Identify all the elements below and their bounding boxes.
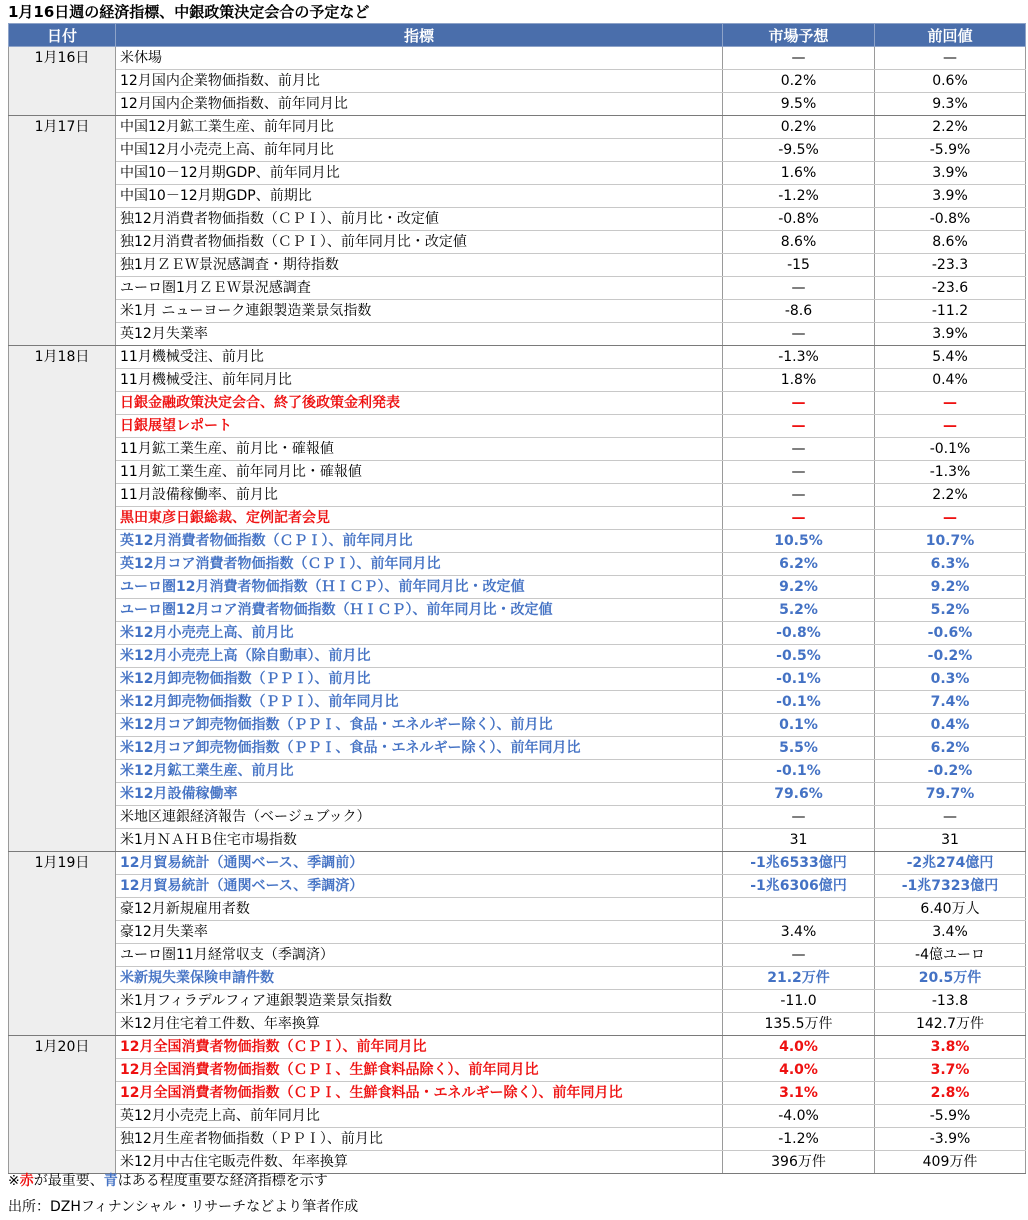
- table-row: [9, 300, 1026, 323]
- table-row: [9, 1013, 1026, 1036]
- previous-cell: -23.6: [875, 277, 1026, 300]
- previous-cell: 9.3%: [875, 93, 1026, 116]
- indicator-cell: 米1月フィラデルフィア連銀製造業景気指数: [116, 990, 723, 1013]
- indicator-cell: 日銀展望レポート: [116, 415, 723, 438]
- forecast-cell: —: [723, 806, 875, 829]
- indicator-cell: 豪12月失業率: [116, 921, 723, 944]
- indicator-cell: 米1月 ニューヨーク連銀製造業景気指数: [116, 300, 723, 323]
- previous-cell: -0.6%: [875, 622, 1026, 645]
- indicator-cell: 米12月設備稼働率: [116, 783, 723, 806]
- indicator-cell: 12月貿易統計（通関ベース、季調済）: [116, 875, 723, 898]
- previous-cell: -0.8%: [875, 208, 1026, 231]
- table-row: [9, 691, 1026, 714]
- forecast-cell: 9.2%: [723, 576, 875, 599]
- forecast-cell: -1兆6306億円: [723, 875, 875, 898]
- forecast-cell: —: [723, 461, 875, 484]
- previous-cell: 5.4%: [875, 346, 1026, 369]
- previous-cell: 7.4%: [875, 691, 1026, 714]
- forecast-cell: 3.1%: [723, 1082, 875, 1105]
- table-row: [9, 852, 1026, 875]
- previous-cell: 2.2%: [875, 116, 1026, 139]
- note-red-word: 赤: [19, 1173, 34, 1189]
- forecast-cell: 3.4%: [723, 921, 875, 944]
- indicator-cell: 独1月ＺＥＷ景況感調査・期待指数: [116, 254, 723, 277]
- header-date: 日付: [9, 24, 116, 47]
- previous-cell: 3.9%: [875, 185, 1026, 208]
- table-row: [9, 116, 1026, 139]
- table-row: [9, 1059, 1026, 1082]
- previous-cell: 0.3%: [875, 668, 1026, 691]
- table-row: [9, 967, 1026, 990]
- date-cell: 1月19日: [9, 852, 116, 1036]
- table-row: [9, 783, 1026, 806]
- table-row: [9, 70, 1026, 93]
- table-row: [9, 1128, 1026, 1151]
- indicator-cell: 米12月卸売物価指数（ＰＰＩ）、前年同月比: [116, 691, 723, 714]
- table-row: [9, 47, 1026, 70]
- previous-cell: -4億ユーロ: [875, 944, 1026, 967]
- table-row: [9, 898, 1026, 921]
- forecast-cell: —: [723, 484, 875, 507]
- table-row: [9, 530, 1026, 553]
- forecast-cell: -15: [723, 254, 875, 277]
- indicator-cell: 中国12月小売売上高、前年同月比: [116, 139, 723, 162]
- forecast-cell: -1.2%: [723, 1128, 875, 1151]
- previous-cell: -5.9%: [875, 139, 1026, 162]
- table-row: [9, 622, 1026, 645]
- indicator-cell: 米12月小売売上高（除自動車）、前月比: [116, 645, 723, 668]
- previous-cell: 142.7万件: [875, 1013, 1026, 1036]
- previous-cell: -11.2: [875, 300, 1026, 323]
- table-row: [9, 185, 1026, 208]
- previous-cell: 3.9%: [875, 323, 1026, 346]
- previous-cell: 10.7%: [875, 530, 1026, 553]
- forecast-cell: -1兆6533億円: [723, 852, 875, 875]
- previous-cell: —: [875, 507, 1026, 530]
- table-row: [9, 599, 1026, 622]
- previous-cell: 3.9%: [875, 162, 1026, 185]
- previous-cell: -1兆7323億円: [875, 875, 1026, 898]
- forecast-cell: 6.2%: [723, 553, 875, 576]
- forecast-cell: —: [723, 415, 875, 438]
- forecast-cell: 21.2万件: [723, 967, 875, 990]
- forecast-cell: —: [723, 277, 875, 300]
- indicator-cell: ユーロ圏12月消費者物価指数（ＨＩＣＰ）、前年同月比・改定値: [116, 576, 723, 599]
- indicator-cell: 中国12月鉱工業生産、前年同月比: [116, 116, 723, 139]
- indicator-cell: 英12月コア消費者物価指数（ＣＰＩ）、前年同月比: [116, 553, 723, 576]
- forecast-cell: 5.2%: [723, 599, 875, 622]
- forecast-cell: —: [723, 392, 875, 415]
- indicator-cell: 米12月コア卸売物価指数（ＰＰＩ、食品・エネルギー除く）、前年同月比: [116, 737, 723, 760]
- header-indicator: 指標: [116, 24, 723, 47]
- previous-cell: -0.2%: [875, 645, 1026, 668]
- table-row: [9, 323, 1026, 346]
- forecast-cell: 0.2%: [723, 116, 875, 139]
- table-row: [9, 208, 1026, 231]
- indicator-cell: 米休場: [116, 47, 723, 70]
- forecast-cell: 8.6%: [723, 231, 875, 254]
- forecast-cell: -9.5%: [723, 139, 875, 162]
- forecast-cell: -0.1%: [723, 691, 875, 714]
- previous-cell: 6.40万人: [875, 898, 1026, 921]
- forecast-cell: -1.2%: [723, 185, 875, 208]
- forecast-cell: 79.6%: [723, 783, 875, 806]
- previous-cell: 0.6%: [875, 70, 1026, 93]
- previous-cell: 3.4%: [875, 921, 1026, 944]
- previous-cell: 2.8%: [875, 1082, 1026, 1105]
- note-prefix: ※: [8, 1173, 20, 1189]
- forecast-cell: -8.6: [723, 300, 875, 323]
- indicator-cell: 英12月小売売上高、前年同月比: [116, 1105, 723, 1128]
- table-row: [9, 1082, 1026, 1105]
- table-row: [9, 714, 1026, 737]
- indicator-cell: 日銀金融政策決定会合、終了後政策金利発表: [116, 392, 723, 415]
- indicator-cell: 独12月消費者物価指数（ＣＰＩ）、前年同月比・改定値: [116, 231, 723, 254]
- forecast-cell: 31: [723, 829, 875, 852]
- legend-note: [8, 1172, 328, 1190]
- previous-cell: 6.3%: [875, 553, 1026, 576]
- previous-cell: 0.4%: [875, 714, 1026, 737]
- table-row: [9, 392, 1026, 415]
- previous-cell: 6.2%: [875, 737, 1026, 760]
- indicator-cell: 豪12月新規雇用者数: [116, 898, 723, 921]
- forecast-cell: 4.0%: [723, 1059, 875, 1082]
- table-row: [9, 990, 1026, 1013]
- forecast-cell: 9.5%: [723, 93, 875, 116]
- table-row: [9, 1036, 1026, 1059]
- previous-cell: 3.8%: [875, 1036, 1026, 1059]
- table-body: [9, 47, 1026, 1174]
- forecast-cell: -0.8%: [723, 622, 875, 645]
- indicator-cell: ユーロ圏11月経常収支（季調済）: [116, 944, 723, 967]
- forecast-cell: 5.5%: [723, 737, 875, 760]
- indicator-cell: 米12月住宅着工件数、年率換算: [116, 1013, 723, 1036]
- forecast-cell: —: [723, 507, 875, 530]
- forecast-cell: -4.0%: [723, 1105, 875, 1128]
- table-row: [9, 346, 1026, 369]
- table-row: [9, 369, 1026, 392]
- indicator-cell: 12月国内企業物価指数、前月比: [116, 70, 723, 93]
- indicator-cell: 独12月消費者物価指数（ＣＰＩ）、前月比・改定値: [116, 208, 723, 231]
- indicator-cell: 米12月鉱工業生産、前月比: [116, 760, 723, 783]
- economic-calendar-table: [8, 23, 1026, 1174]
- previous-cell: -0.1%: [875, 438, 1026, 461]
- note-blue-word: 青: [103, 1173, 118, 1189]
- table-row: [9, 645, 1026, 668]
- forecast-cell: 1.8%: [723, 369, 875, 392]
- forecast-cell: —: [723, 47, 875, 70]
- forecast-cell: —: [723, 323, 875, 346]
- indicator-cell: 米新規失業保険申請件数: [116, 967, 723, 990]
- indicator-cell: 米1月ＮＡＨＢ住宅市場指数: [116, 829, 723, 852]
- forecast-cell: -11.0: [723, 990, 875, 1013]
- indicator-cell: 11月鉱工業生産、前年同月比・確報値: [116, 461, 723, 484]
- forecast-cell: 4.0%: [723, 1036, 875, 1059]
- header-previous: 前回値: [875, 24, 1026, 47]
- previous-cell: 5.2%: [875, 599, 1026, 622]
- forecast-cell: [723, 898, 875, 921]
- table-row: [9, 277, 1026, 300]
- forecast-cell: 10.5%: [723, 530, 875, 553]
- previous-cell: —: [875, 47, 1026, 70]
- header-forecast: 市場予想: [723, 24, 875, 47]
- table-row: [9, 484, 1026, 507]
- table-row: [9, 944, 1026, 967]
- previous-cell: 20.5万件: [875, 967, 1026, 990]
- table-row: [9, 139, 1026, 162]
- table-row: [9, 921, 1026, 944]
- indicator-cell: 12月全国消費者物価指数（ＣＰＩ、生鮮食料品除く）、前年同月比: [116, 1059, 723, 1082]
- previous-cell: -1.3%: [875, 461, 1026, 484]
- note-suffix: はある程度重要な経済指標を示す: [117, 1173, 328, 1189]
- forecast-cell: —: [723, 438, 875, 461]
- forecast-cell: -0.8%: [723, 208, 875, 231]
- previous-cell: 2.2%: [875, 484, 1026, 507]
- previous-cell: —: [875, 806, 1026, 829]
- date-cell: 1月18日: [9, 346, 116, 852]
- table-row: [9, 829, 1026, 852]
- table-row: [9, 1105, 1026, 1128]
- forecast-cell: -1.3%: [723, 346, 875, 369]
- table-row: [9, 461, 1026, 484]
- forecast-cell: -0.5%: [723, 645, 875, 668]
- previous-cell: -2兆274億円: [875, 852, 1026, 875]
- table-row: [9, 760, 1026, 783]
- indicator-cell: 11月機械受注、前月比: [116, 346, 723, 369]
- table-row: [9, 553, 1026, 576]
- table-row: [9, 507, 1026, 530]
- indicator-cell: 12月国内企業物価指数、前年同月比: [116, 93, 723, 116]
- indicator-cell: 米地区連銀経済報告（ベージュブック）: [116, 806, 723, 829]
- previous-cell: -3.9%: [875, 1128, 1026, 1151]
- previous-cell: 8.6%: [875, 231, 1026, 254]
- previous-cell: -13.8: [875, 990, 1026, 1013]
- indicator-cell: 12月貿易統計（通関ベース、季調前）: [116, 852, 723, 875]
- indicator-cell: ユーロ圏1月ＺＥＷ景況感調査: [116, 277, 723, 300]
- indicator-cell: 12月全国消費者物価指数（ＣＰＩ）、前年同月比: [116, 1036, 723, 1059]
- previous-cell: 3.7%: [875, 1059, 1026, 1082]
- indicator-cell: 米12月中古住宅販売件数、年率換算: [116, 1151, 723, 1174]
- table-row: [9, 806, 1026, 829]
- table-row: [9, 1151, 1026, 1174]
- indicator-cell: 独12月生産者物価指数（ＰＰＩ）、前月比: [116, 1128, 723, 1151]
- indicator-cell: 英12月失業率: [116, 323, 723, 346]
- table-row: [9, 231, 1026, 254]
- table-header-row: [9, 24, 1026, 47]
- date-cell: 1月20日: [9, 1036, 116, 1174]
- previous-cell: 409万件: [875, 1151, 1026, 1174]
- indicator-cell: 米12月卸売物価指数（ＰＰＩ）、前月比: [116, 668, 723, 691]
- indicator-cell: 中国10－12月期GDP、前期比: [116, 185, 723, 208]
- indicator-cell: 中国10－12月期GDP、前年同月比: [116, 162, 723, 185]
- forecast-cell: 135.5万件: [723, 1013, 875, 1036]
- indicator-cell: 11月機械受注、前年同月比: [116, 369, 723, 392]
- table-row: [9, 438, 1026, 461]
- previous-cell: 79.7%: [875, 783, 1026, 806]
- page-title: 1月16日週の経済指標、中銀政策決定会合の予定など: [8, 3, 370, 21]
- indicator-cell: 11月鉱工業生産、前月比・確報値: [116, 438, 723, 461]
- indicator-cell: 米12月小売売上高、前月比: [116, 622, 723, 645]
- indicator-cell: ユーロ圏12月コア消費者物価指数（ＨＩＣＰ）、前年同月比・改定値: [116, 599, 723, 622]
- date-cell: 1月17日: [9, 116, 116, 346]
- previous-cell: —: [875, 392, 1026, 415]
- indicator-cell: 12月全国消費者物価指数（ＣＰＩ、生鮮食料品・エネルギー除く）、前年同月比: [116, 1082, 723, 1105]
- forecast-cell: 1.6%: [723, 162, 875, 185]
- indicator-cell: 黒田東彦日銀総裁、定例記者会見: [116, 507, 723, 530]
- note-mid: が最重要、: [33, 1173, 104, 1189]
- indicator-cell: 11月設備稼働率、前月比: [116, 484, 723, 507]
- table-row: [9, 415, 1026, 438]
- previous-cell: -5.9%: [875, 1105, 1026, 1128]
- previous-cell: —: [875, 415, 1026, 438]
- previous-cell: 9.2%: [875, 576, 1026, 599]
- previous-cell: 31: [875, 829, 1026, 852]
- date-cell: 1月16日: [9, 47, 116, 116]
- indicator-cell: 英12月消費者物価指数（ＣＰＩ）、前年同月比: [116, 530, 723, 553]
- forecast-cell: —: [723, 944, 875, 967]
- forecast-cell: 0.2%: [723, 70, 875, 93]
- indicator-cell: 米12月コア卸売物価指数（ＰＰＩ、食品・エネルギー除く）、前月比: [116, 714, 723, 737]
- forecast-cell: 396万件: [723, 1151, 875, 1174]
- previous-cell: -0.2%: [875, 760, 1026, 783]
- table-row: [9, 576, 1026, 599]
- table-row: [9, 668, 1026, 691]
- previous-cell: 0.4%: [875, 369, 1026, 392]
- source-note: 出所：DZHフィナンシャル・リサーチなどより筆者作成: [8, 1199, 359, 1215]
- previous-cell: -23.3: [875, 254, 1026, 277]
- table-row: [9, 162, 1026, 185]
- table-row: [9, 254, 1026, 277]
- table-row: [9, 737, 1026, 760]
- forecast-cell: -0.1%: [723, 668, 875, 691]
- forecast-cell: -0.1%: [723, 760, 875, 783]
- table-row: [9, 93, 1026, 116]
- forecast-cell: 0.1%: [723, 714, 875, 737]
- table-row: [9, 875, 1026, 898]
